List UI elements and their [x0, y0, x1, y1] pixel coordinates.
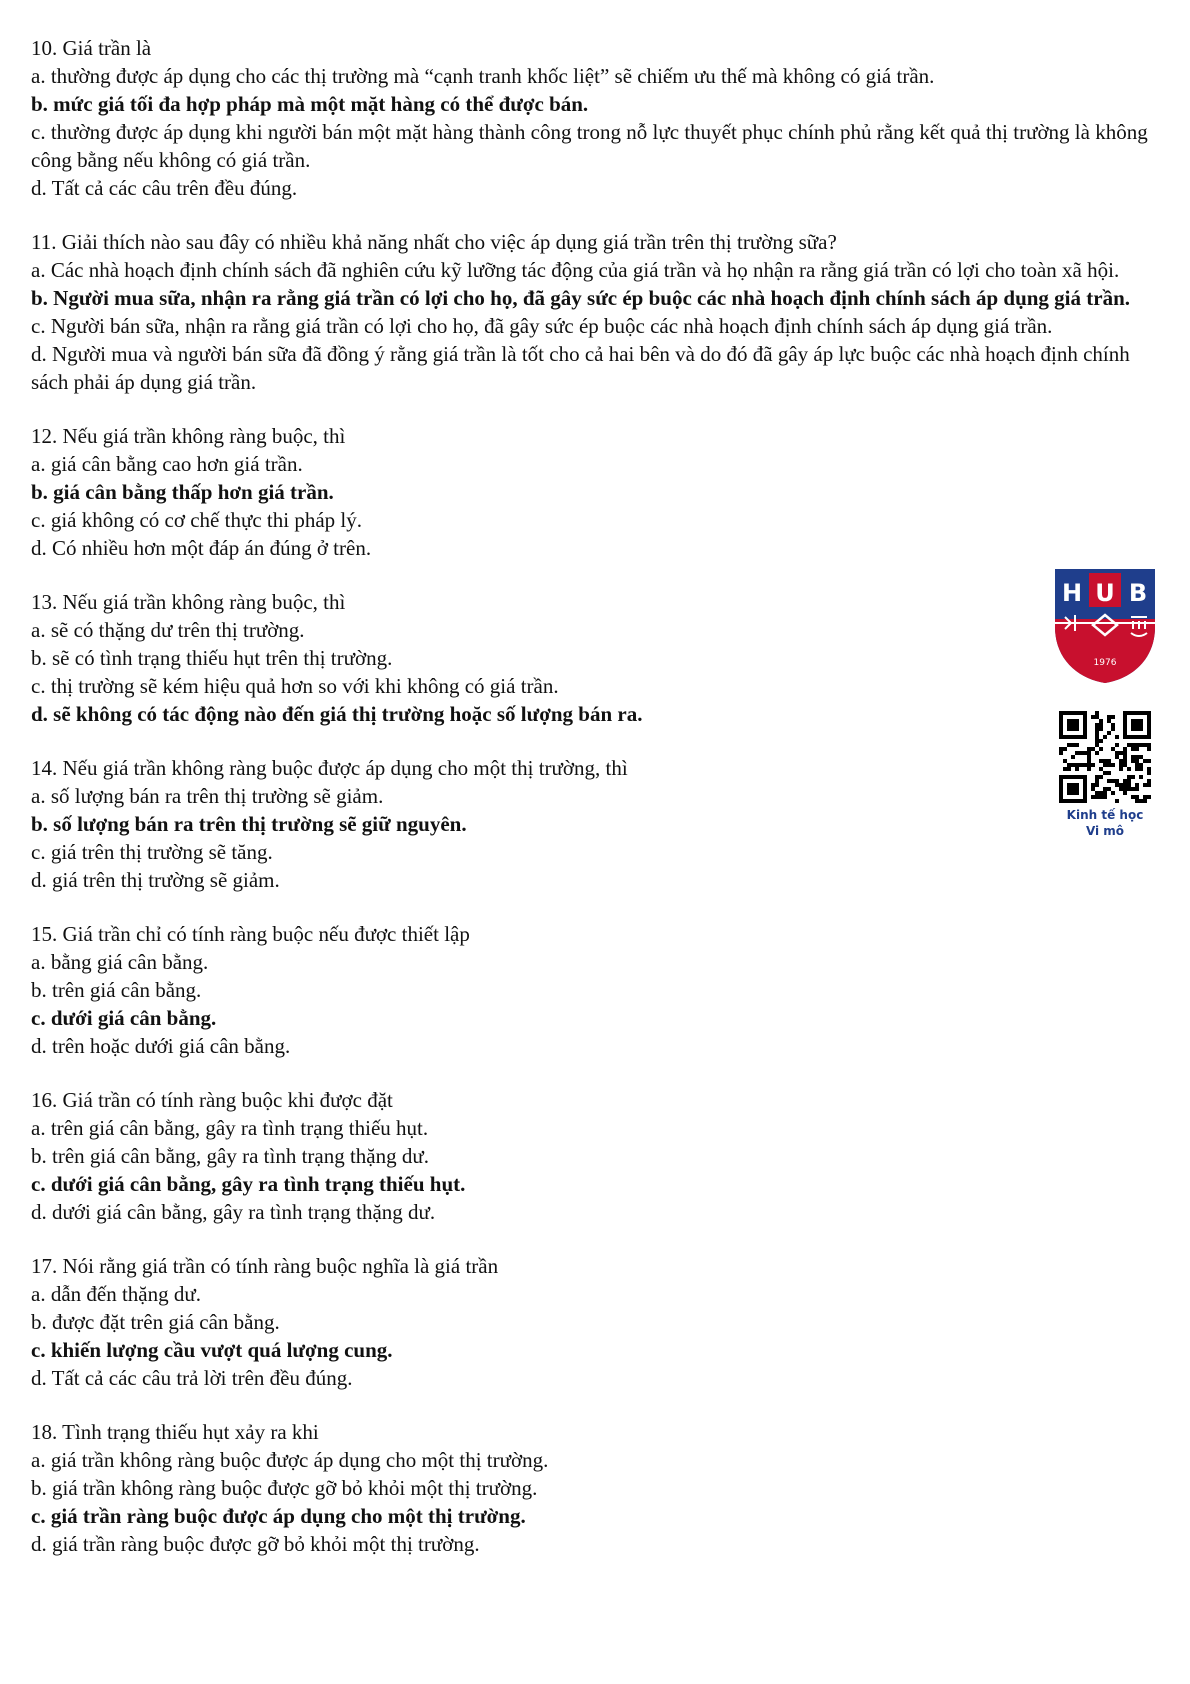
hub-logo	[1051, 565, 1159, 685]
answer-option: d. giá trên thị trường sẽ giảm.	[31, 868, 280, 892]
answer-option: d. Có nhiều hơn một đáp án đúng ở trên.	[31, 536, 372, 560]
answer-option-correct: c. giá trần ràng buộc được áp dụng cho một thị trường.	[31, 1504, 526, 1528]
answer-option-correct: b. giá cân bằng thấp hơn giá trần.	[31, 480, 334, 504]
answer-option: b. giá trần không ràng buộc được gỡ bỏ khỏi một thị trường.	[31, 1476, 538, 1500]
answer-option: c. giá không có cơ chế thực thi pháp lý.	[31, 508, 362, 532]
answer-option: b. sẽ có tình trạng thiếu hụt trên thị trường.	[31, 646, 393, 670]
answer-option: b. được đặt trên giá cân bằng.	[31, 1310, 280, 1334]
question-title: 11. Giải thích nào sau đây có nhiều khả năng nhất cho việc áp dụng giá trần trên thị trường sữa?	[31, 230, 837, 254]
question-title: 16. Giá trần có tính ràng buộc khi được đặt	[31, 1088, 393, 1112]
question-block	[31, 588, 1171, 728]
logo-letter-u: U	[1095, 579, 1115, 607]
question-title: 17. Nói rằng giá trần có tính ràng buộc nghĩa là giá trần	[31, 1254, 499, 1278]
question-title: 18. Tình trạng thiếu hụt xảy ra khi	[31, 1420, 319, 1444]
qr-code	[1059, 711, 1151, 803]
answer-option: a. thường được áp dụng cho các thị trường mà “cạnh tranh khốc liệt” sẽ chiếm ưu thế mà không có giá trần.	[31, 64, 935, 88]
answer-option-correct: c. dưới giá cân bằng.	[31, 1006, 217, 1030]
qr-code-icon	[1059, 711, 1151, 803]
answer-option: c. giá trên thị trường sẽ tăng.	[31, 840, 273, 864]
answer-option: d. Người mua và người bán sữa đã đồng ý rằng giá trần là tốt cho cả hai bên và do đó đã gây áp lực buộc các nhà hoạch định chính sách phải áp dụng giá trần.	[31, 342, 1130, 394]
answer-option: d. Tất cả các câu trên đều đúng.	[31, 176, 298, 200]
answer-option: d. dưới giá cân bằng, gây ra tình trạng thặng dư.	[31, 1200, 436, 1224]
answer-option: d. giá trần ràng buộc được gỡ bỏ khỏi một thị trường.	[31, 1532, 480, 1556]
answer-option: a. số lượng bán ra trên thị trường sẽ giảm.	[31, 784, 384, 808]
answer-option-correct: d. sẽ không có tác động nào đến giá thị trường hoặc số lượng bán ra.	[31, 702, 643, 726]
question-block	[31, 34, 1171, 202]
answer-option: c. Người bán sữa, nhận ra rằng giá trần có lợi cho họ, đã gây sức ép buộc các nhà hoạch định chính sách áp dụng giá trần.	[31, 314, 1053, 338]
logo-year: 1976	[1093, 658, 1117, 668]
question-block	[31, 1252, 1171, 1392]
hub-shield-icon	[1051, 565, 1159, 685]
answer-option: a. Các nhà hoạch định chính sách đã nghiên cứu kỹ lưỡng tác động của giá trần và họ nhận ra rằng giá trần có lợi cho toàn xã hội.	[31, 258, 1120, 282]
course-caption-title: Kinh tế học	[1066, 808, 1144, 822]
question-block	[31, 754, 1171, 894]
answer-option: a. dẫn đến thặng dư.	[31, 1282, 201, 1306]
question-title: 15. Giá trần chỉ có tính ràng buộc nếu được thiết lập	[31, 922, 470, 946]
question-title: 13. Nếu giá trần không ràng buộc, thì	[31, 590, 346, 614]
answer-option: a. sẽ có thặng dư trên thị trường.	[31, 618, 305, 642]
question-block	[31, 228, 1171, 396]
answer-option: c. thường được áp dụng khi người bán một mặt hàng thành công trong nỗ lực thuyết phục chính phủ rằng kết quả thị trường là không công bằng nếu không có giá trần.	[31, 120, 1148, 172]
answer-option-correct: c. khiến lượng cầu vượt quá lượng cung.	[31, 1338, 393, 1362]
answer-option: b. trên giá cân bằng.	[31, 978, 202, 1002]
course-caption-subtitle: Vi mô	[1085, 824, 1125, 838]
answer-option: a. giá cân bằng cao hơn giá trần.	[31, 452, 303, 476]
logo-letter-b: B	[1128, 579, 1148, 607]
quiz-document	[31, 34, 1171, 1584]
answer-option-correct: b. Người mua sữa, nhận ra rằng giá trần có lợi cho họ, đã gây sức ép buộc các nhà hoạch định chính sách áp dụng giá trần.	[31, 286, 1131, 310]
answer-option-correct: b. số lượng bán ra trên thị trường sẽ giữ nguyên.	[31, 812, 467, 836]
question-title: 12. Nếu giá trần không ràng buộc, thì	[31, 424, 346, 448]
answer-option-correct: c. dưới giá cân bằng, gây ra tình trạng thiếu hụt.	[31, 1172, 466, 1196]
question-block	[31, 422, 1171, 562]
question-block	[31, 1418, 1171, 1558]
question-title: 14. Nếu giá trần không ràng buộc được áp dụng cho một thị trường, thì	[31, 756, 628, 780]
answer-option: c. thị trường sẽ kém hiệu quả hơn so với khi không có giá trần.	[31, 674, 559, 698]
answer-option: a. trên giá cân bằng, gây ra tình trạng thiếu hụt.	[31, 1116, 429, 1140]
question-title: 10. Giá trần là	[31, 36, 152, 60]
answer-option: b. trên giá cân bằng, gây ra tình trạng thặng dư.	[31, 1144, 430, 1168]
answer-option: d. Tất cả các câu trả lời trên đều đúng.	[31, 1366, 353, 1390]
question-block	[31, 920, 1171, 1060]
answer-option: a. bằng giá cân bằng.	[31, 950, 209, 974]
question-block	[31, 1086, 1171, 1226]
answer-option: a. giá trần không ràng buộc được áp dụng cho một thị trường.	[31, 1448, 549, 1472]
side-panel	[1040, 565, 1170, 839]
answer-option-correct: b. mức giá tối đa hợp pháp mà một mặt hàng có thể được bán.	[31, 92, 589, 116]
answer-option: d. trên hoặc dưới giá cân bằng.	[31, 1034, 291, 1058]
logo-letter-h: H	[1061, 579, 1083, 607]
